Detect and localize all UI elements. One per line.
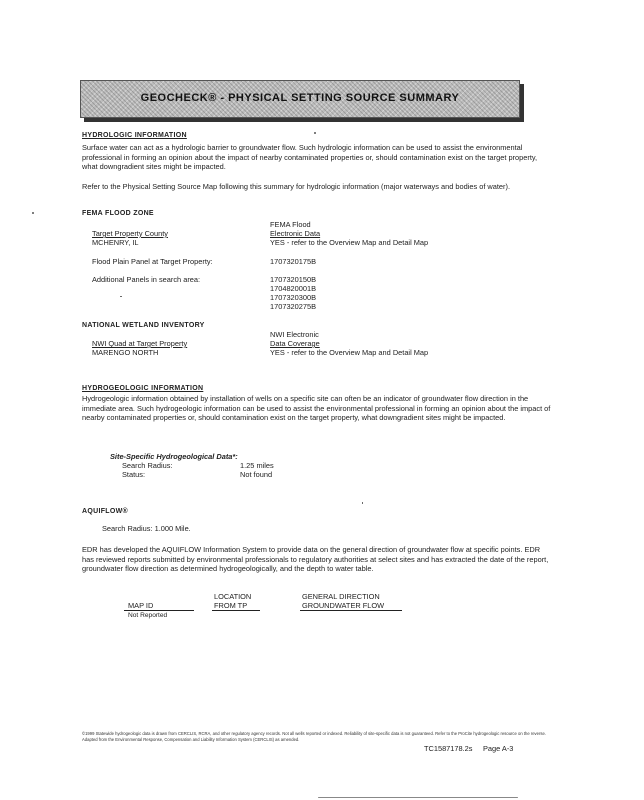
hydrologic-paragraph: Surface water can act as a hydrologic barrier to groundwater flow. Such hydrologic information can be used to assist the environmental professional in forming an opinion about the impact of nearby contaminated properties or, should contamination exist on the target property, what downgradient sites might be impacted.: [82, 143, 538, 172]
nwi-col-header-2: Data Coverage: [270, 339, 320, 348]
fema-panel-label: Flood Plain Panel at Target Property:: [92, 257, 213, 266]
table-rule: [212, 610, 260, 611]
nwi-heading: NATIONAL WETLAND INVENTORY: [82, 322, 205, 329]
hydrogeologic-heading: HYDROGEOLOGIC INFORMATION: [82, 385, 204, 392]
fema-col-header-2: Electronic Data: [270, 229, 321, 238]
aquiflow-col-location-2: FROM TP: [214, 601, 248, 610]
aquiflow-search-radius: Search Radius: 1.000 Mile.: [102, 524, 191, 533]
hydrogeologic-paragraph: Hydrogeologic information obtained by installation of wells on a specific site can often be an indicator of groundwater flow direction in the immediate area. Such hydrogeologic information can be used to assist the environmental professional in forming an opinion about the impact of nearby contaminated properties or, should contamination exist on the target property, what downgradient sites might be impacted.: [82, 394, 551, 423]
site-specific-title: Site-Specific Hydrogeological Data*:: [110, 452, 238, 461]
scan-speck: [314, 132, 316, 134]
aquiflow-paragraph: EDR has developed the AQUIFLOW Information System to provide data on the general direction of groundwater flow at specific points. EDR has reviewed reports submitted by environmental professionals to regulatory authorities at select sites and has extracted the date of the report, groundwater flow direction as determined hydrogeologically, and the depth to water table.: [82, 545, 549, 574]
fema-additional-panel: 1707320300B: [270, 293, 317, 302]
fema-col-header-1: FEMA Flood: [270, 220, 311, 229]
status-label: Status:: [122, 470, 146, 479]
nwi-quad-value: MARENGO NORTH: [92, 348, 159, 357]
footer-page: Page A-3: [483, 744, 514, 753]
scan-edge: [318, 797, 518, 798]
footer-doc-id: TC1587178.2s: [424, 744, 473, 753]
aquiflow-col-mapid: MAP ID: [128, 601, 154, 610]
fema-additional-panel: 1704820001B: [270, 284, 317, 293]
nwi-col-header-1: NWI Electronic: [270, 330, 319, 339]
nwi-quad-status: YES - refer to the Overview Map and Detail Map: [270, 348, 429, 357]
table-rule: [300, 610, 402, 611]
search-radius-value: 1.25 miles: [240, 461, 274, 470]
aquiflow-col-direction-2: GROUNDWATER FLOW: [302, 601, 385, 610]
scan-speck: [120, 296, 122, 297]
fema-additional-panel: 1707320150B: [270, 275, 317, 284]
status-value: Not found: [240, 470, 273, 479]
hydrologic-map-note: Refer to the Physical Setting Source Map following this summary for hydrologic information (major waterways and bodies of water).: [82, 182, 511, 191]
banner-title: GEOCHECK® - PHYSICAL SETTING SOURCE SUMMARY: [140, 92, 460, 104]
fema-county-value: MCHENRY, IL: [92, 238, 139, 247]
fema-additional-panel: 1707320275B: [270, 302, 317, 311]
aquiflow-col-direction-1: GENERAL DIRECTION: [302, 592, 380, 601]
summary-banner: [80, 80, 520, 118]
fema-heading: FEMA FLOOD ZONE: [82, 210, 154, 217]
fema-county-label: Target Property County: [92, 229, 168, 238]
table-rule: [124, 610, 194, 611]
fema-panel-value: 1707320175B: [270, 257, 317, 266]
aquiflow-heading: AQUIFLOW®: [82, 508, 128, 515]
hydrologic-heading: HYDROLOGIC INFORMATION: [82, 132, 187, 139]
fema-additional-label: Additional Panels in search area:: [92, 275, 201, 284]
aquiflow-not-reported: Not Reported: [128, 612, 168, 619]
fema-county-status: YES - refer to the Overview Map and Detail Map: [270, 238, 429, 247]
footer-fineprint: ©1999 Statewide hydrogeologic data is drawn from CERCLIS, RCRA, and other regulatory agency records. Not all wells reported or indexed. Reliability of site-specific data is not guaranteed. Refer to the ProCite hydrogeologic resource on the reverse. Adapted from the Environmental Response, Compensation and Liability Information System (CERCLIS) as amended.: [82, 731, 546, 742]
scan-speck: [32, 212, 34, 214]
scan-speck: [362, 502, 363, 504]
search-radius-label: Search Radius:: [122, 461, 173, 470]
aquiflow-col-location-1: LOCATION: [214, 592, 252, 601]
nwi-quad-label: NWI Quad at Target Property: [92, 339, 188, 348]
